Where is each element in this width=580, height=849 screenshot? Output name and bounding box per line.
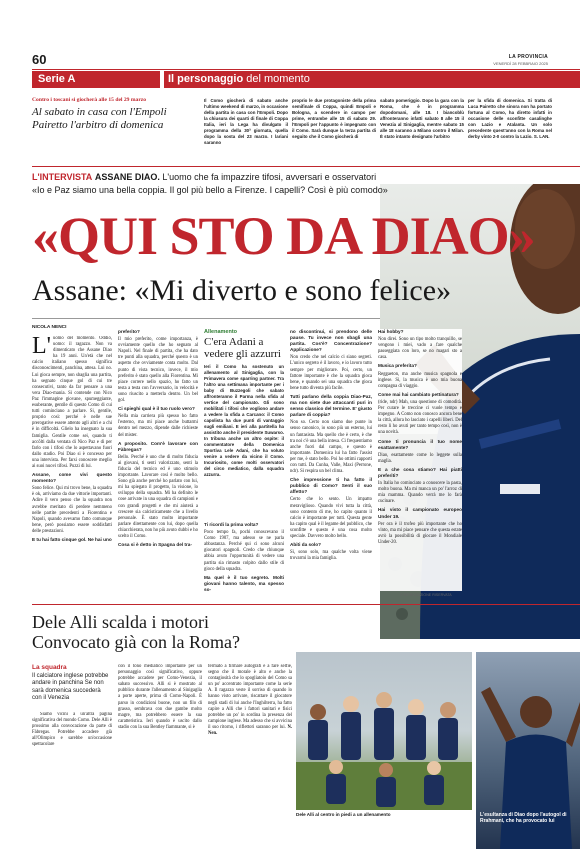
col3-a1: Poco tempo fa, pochi conoscevano il Como 1907, ma adesso se ne parla abbastanza. Perché qui ci sono alcuni giocatori spagnoli. Credo che chiunque abbia avuto l'opportunità di vedere una partita sia rimasto colpito dallo stile di gioco della squadra. <box>204 530 284 572</box>
col1-intro: uomo del momento. Oddio, uomo: il ragazzo. Non va dimenticato che Assane Diao ha 19 anni. Un'età che nel calcio italiano spesso significa disconoscimenti, panchina, attesa. Lui no. Lui gioca sempre, non sbaglia una partita, ha segnato cinque gol di cui tre consecutivi, tanto da far pensare a una vera Diao-mania. Si contende con Nico Paz l'immagine giovane, spumeggiante, esuberante, gentile di questo Como di cui tutti cominciano a parlare. Si, gentile, proprio così: perché è nelle sue prerogative essere attento agli altri e a chi è in difficoltà. Glielo ha insegnato la sua famiglia. Gentile come sei, quando ti accôlti dalla ventata di Nico Paz e di per farlo con i tifosi che lo aspettavano fuori dallo stadio. Poi Diao si è concesso per una intervista. Per farsi conoscere meglio ai suoi nuovi tifosi. Puzzi di lui. <box>32 336 112 469</box>
col4-a4: Sì, sono solo, ma qualche volta viene trovarmi la mia famiglia. <box>290 550 372 562</box>
article-col3 <box>204 522 284 598</box>
article-col5 <box>378 329 462 591</box>
subtitle: Assane: «Mi diverto e sono felice» <box>32 274 452 307</box>
top-story-col1: Il Como giocherà di sabato anche l'ultimo weekend di marzo, in occasione della partita in casa con l'Empoli. Dopo la chiusura dei quarti di finale di Coppa Italia, ieri la Lega ha divulgato il programma della 30ª giornata, quella dopo la sosta del 23 marzo. I lariani saranno <box>204 98 288 145</box>
bottom-col3-text: fermato a firmare autografi e a fare selfie, segno che il morale è alto e anche la contagiosità che lo spogliatoio del Como sa un po' accentrato importante come la serie A. Il ragazzo veste il sorriso di quando lo hanno visto arrivare, riscattare il giocatore negli stadi di lui anche l'Inghilterra, ha fatto capire a Alli che i fattori sanitari e fisici potrebbe un po' in sordina la presenza del campione inglese. Ma adesso che si avvicina il suo ritorno, i riflettori saranno per lui. <box>208 664 292 730</box>
col1-q2: E tu hai fatto cinque gol. Ne hai uno <box>32 537 112 542</box>
section-title-rest: del momento <box>243 73 310 85</box>
bottom-summary: Il calciatore inglese potrebbe andare in panchina Se non sarà domenica succederà con il Venezia <box>32 673 109 702</box>
article-col4 <box>290 329 372 598</box>
section-title-bold: Il personaggio <box>168 73 244 85</box>
col2-a2: Bello. Perché è uno che di molto fiducia ai giovani, ti senti valorizzato, senti la fiducia del tecnico ed è uno stimolo importante. Lavorare così è molto bello. Sono già anche perché ho parlato con lui, mi ha spiegato il progetto, la visione, lo sviluppo della squadra. Mi ha definito le cose arrivate in una squadra di campioni e con grandi progetti e che mi aiuterà a crescere sia calcisticamente che a livello personale. È stato molto importante parlare direttamente con lui, dopo quella chiacchierata, non ho più avuto dubbi e ho scelto il Como. <box>118 454 198 539</box>
interview-quote: «Io e Paz siamo una bella coppia. Il gol più bello a Firenze. I capelli? Così è più comodo» <box>32 185 388 195</box>
top-story-sign: S. LAN. <box>533 134 550 139</box>
col5-a1: Non direi. Sono un tipo molto tranquillo, se vengono i miei, vado a fare qualche passeggiata con loro, se no magari sto a casa. <box>378 337 462 361</box>
col2-a1: Nella mia carriera più spesso ho fatto l'esterno, ma mi piace anche buttarmi dentro nel mezzo, dipende dalle richieste del mister. <box>118 414 198 438</box>
col5-q4: Come ti pronuncia il tuo nome esattamente? <box>378 438 462 450</box>
interview-line <box>32 172 552 182</box>
col5-a3: (ride, ndr) Mah, una questione di comodità. Per curare le treccine ci vuole tempo e impegno. A Como non conosco ancora bene la città, allora ho lasciato i capelli liberi. Del resto li ho avuti per tanto tempo così, non è una novità. <box>378 399 462 436</box>
col4-q3: Che impressione ti ha fatto il pubblico di Como? Senti il suo affetto? <box>290 477 372 495</box>
bottom-headline: Dele Alli scalda i motori Convocato già con la Roma? <box>32 612 240 652</box>
brand-name: LA PROVINCIA <box>508 54 548 60</box>
col4-a2: Non so. Certo non siamo due punte in senso canonico, io sono più un esterno, lui un fantasista. Ma quello che è certo, è che tra noi c'è una bella intesa. Ci frequentiamo anche fuori dal campo, e questo è importante. Domenica lui ha fatto l'assist per me, è stato bello. Poi ho ottimi rapporti con tutti. Da Cunha, Valle, Maxi (Perrone, ndr). Si respira un bel clima. <box>290 420 372 475</box>
top-story-col3: sabato pomeriggio. Dopo la gara con la Roma, che è in programma dopodomani, alle 18. I biancoblù affronteranno infatti sabato 8 alle 15 il Venezia al Sinigaglia, mentre sabato 15 alle 18 saranno a Milano contro il Milan. È stato intanto designato l'arbitro <box>380 98 464 139</box>
section-title <box>164 71 580 88</box>
col4-a3: Certo che lo sento. Un impatto meraviglioso. Quando vivi tutta la città, sono contento di me, ho capito quanto il calcio è importante per tutti. Questa gente ha capito qual è il legame del pubblico, che sconfitte e questo è una cosa molto speciale. Davvero molto bello. <box>290 497 372 539</box>
big-title: «QUI STO DA DIAO» <box>32 206 535 266</box>
sidebar-box <box>204 329 284 519</box>
col5-a2: Reggaeton, ma anche musica spagnola e inglese. Si, la musica è uno mia buona compagna di viaggio. <box>378 371 462 389</box>
article-col1 <box>32 336 112 598</box>
section-label: Serie A <box>38 73 76 85</box>
divider-subtitle <box>32 318 380 319</box>
col5-q1: Hai hobby? <box>378 329 404 334</box>
col2-q2: A proposito. Com'è lavorare con Fàbregas? <box>118 440 198 452</box>
team-photo-figures <box>296 652 472 810</box>
col5-a4: Diao, esattamente come lo leggete sulla maglia. <box>378 452 462 464</box>
copyright: © RIPRODUZIONE RISERVATA <box>400 593 452 597</box>
col5-q2: Musica preferita? <box>378 363 417 369</box>
col4-q2: Tutti parlano della coppia Diao-Paz, ma non siete due attaccanti puri in senso classico del termine. E' giusto parlare di coppia? <box>290 393 372 418</box>
sidebar-body: Ieri il Como ha sostenuto un allenamento al Sinigaglia, con la Primavera come sparring partner. Tra l'altro una settimana importante per i baby di Buzzegoli che sabato affronteranno il Parma nella sfida al vertice del campionato. Gli sono mobilitati i tifosi che vogliono andare a vedere la sfida a Carcano: il Como capolista ha due punti di vantaggio sugli emiliani. E ieri alla partitella ha assistito anche il presidente Suwarso. In tribuna anche un altro ospite: il commentatore della Domenica Sportiva Lele Adani, che ha voluto venire a vedere da vicino il Como. Incuriosito, come molti osservatori del circo mediatico, dalla squadra azzurra. <box>204 364 284 477</box>
divider-top <box>32 166 580 167</box>
bottom-col1: Siamo vicini a un'altra pagina significativa del mondo Como. Dele Alli è prossimo alla convocazione da parte di Fàbregas. Potrebbe accadere già all'Olimpico e sarebbe un'occasione spettacolare <box>32 712 112 748</box>
sidebar-kicker: Allenamento <box>204 329 238 335</box>
team-photo-caption: Dele Alli al centro in piedi a un allenamento <box>296 812 391 817</box>
col1-q1: Assane, come vivi questo momento? <box>32 472 112 484</box>
col4-q4: Abiti da solo? <box>290 542 321 548</box>
col4-a1: Non credo che nel calcio ci siano segreti. L'unico segreto è il lavoro, e io lavoro tutto sempre per migliorare. Poi, certo, un fattore importante è che la squadra gioca bene, e quando sei una squadra che gioca bene tutto diventa più facile. <box>290 355 372 391</box>
col3-q1: Ti ricordi la prima volta? <box>204 522 259 527</box>
col5-a5: In Italia ho cominciato a conoscere la pasta, molto buona. Ma mi manca un po' l'arroz di mia mamma. Quando verrà me lo farà cucinare. <box>378 481 462 505</box>
col5-q3: Come mai hai cambiato pettinatura? <box>378 391 459 397</box>
team-photo <box>296 652 472 810</box>
col5-a6: Per ora è il trofeo più importante che ho vinto, ma mi piace pensare che questa estate avrò la possibilità di giocare il Mondiale Under-20. <box>378 521 462 545</box>
celebration-caption: L'esultanza di Diao dopo l'autogol di Rrahmani, che ha provocato lui <box>480 812 567 825</box>
top-story-col4 <box>468 98 552 160</box>
bottom-sign: N. Nen. <box>208 724 292 737</box>
col2-q3: Cosa si è detto in Spagna del tra- <box>118 542 192 548</box>
interview-label: L'INTERVISTA <box>32 172 93 182</box>
top-story-headline: Al sabato in casa con l'Empoli Pairetto l'arbitro di domenica <box>32 106 167 131</box>
col2-a0: Il mio preferito, come importanza, è ovviamente quello che ho segnato al Napoli. Nel finale di partita, che ha dato tre punti alla squadra, perché questo è un aspetto che ovviamente conta molto. Dal punto di vista tecnico, invece, il mio preferito è stato quello alla Fiorentina. Mi piace correre nello spazio, ho fatto un testa a testa con l'avversario, in velocità e sono riuscito a metterla dentro. Un bel gol. <box>118 337 198 404</box>
interview-name: ASSANE DIAO. <box>94 172 160 182</box>
drop-cap: L' <box>32 336 51 359</box>
bottom-col2: con il tono mediatico importante per un personaggio così significativo, oppure potrebbe accadere per Como-Venezia, il sabato successivo. Alli si è mostrato al pubblico durante l'allenamento al Sinigaglia a porte aperte, prima di Como-Napoli. È parso in condizioni buone, non un filo di grasso, sembrava con due gambe molto magre, ma potrebbero essere la sua caratteristica. Ieri quando è uscito dallo stadio con la sua Bentley fiammante, si è <box>118 664 202 730</box>
col5-q5: E a che cosa stiamo? Hai piatti preferiti? <box>378 466 462 478</box>
col2-q1: Ci spieghi qual è il tuo ruolo vero? <box>118 406 195 412</box>
divider-bottom <box>32 604 580 605</box>
byline: NICOLA NENCI <box>32 325 67 330</box>
page-number: 60 <box>32 52 47 67</box>
section-bar <box>32 69 580 87</box>
article-col2 <box>118 329 198 598</box>
col4-a0: no discontinui, si prendono delle pause. Tu invece non sbagli una partita. Cos'è? Concentrazione? Applicazione? <box>290 329 372 353</box>
top-story-kicker: Contro i toscani si giocherà alle 15 del 29 marzo <box>32 97 147 103</box>
issue-date: VENERDÌ 28 FEBBRAIO 2025 <box>493 61 548 66</box>
interview-desc: L'uomo che fa impazzire tifosi, avversari e osservatori <box>162 172 377 182</box>
col2-q0: preferito? <box>118 329 140 334</box>
sidebar-title: C'era Adani a vedere gli azzurri <box>204 336 281 360</box>
section-tab <box>32 71 160 88</box>
col3-q2: Ma quel è il tuo segreto. Molti giovani hanno talento, ma spesso so- <box>204 574 284 592</box>
celebration-photo <box>476 652 580 849</box>
bottom-kicker: La squadra <box>32 664 67 671</box>
col1-a1: Sono felice. Qui mi trovo bene, la squadra è ok, arriviamo da due vittorie importanti. Adire il vero penso che la squadra non avrebbe meritato di perdere nemmeno nelle partite precedenti a Fiorentina e Napoli, quando avevamo fatto comunque bene, però possiamo essere soddisfatti delle prestazioni. <box>32 486 112 534</box>
top-story-col2: proprio le due protagoniste della prima semifinale di Coppa, quindi Empoli e Bologna, a scendere in campo per prime, entrambe alle 15 di sabato 29. l'Empoli per l'appunto è impegnato con il Como. Sarà dunque la terza partita di seguito che il Como giocherà di <box>292 98 376 139</box>
bottom-col3 <box>208 664 292 812</box>
top-story-col4-text: per la sfida di domenica. Si tratta di Luca Pairetto che sinora non ha portato fortuna al Como, ha diretto infatti in occasione delle sconfitte casalinghe con Lazio e Atalanta. Un solo precedente quest'anno con la Roma nel derby vinto 2-0 contro la Lazio. <box>468 98 552 139</box>
col5-q6: Hai visto il campionato europeo Under 19. <box>378 507 462 519</box>
